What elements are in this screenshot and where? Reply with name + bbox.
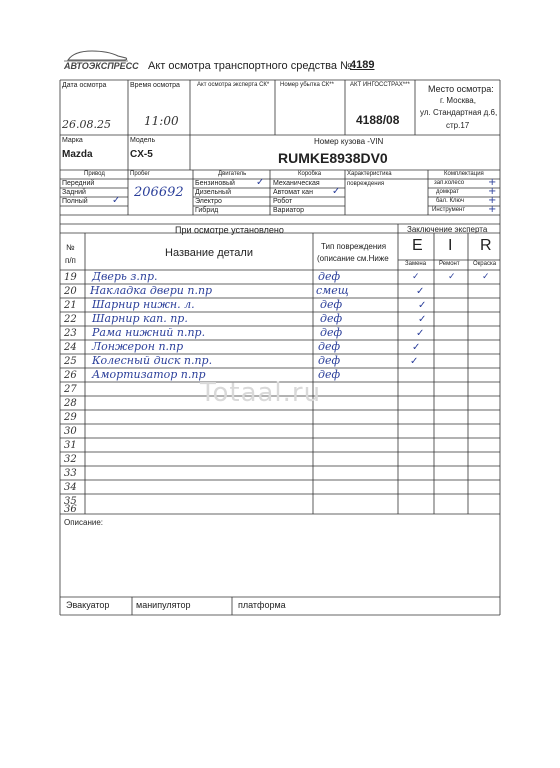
row-damage-type: деф xyxy=(318,354,341,367)
col-part-name: Название детали xyxy=(165,247,253,259)
brand-value: Mazda xyxy=(62,149,93,160)
conclusion-label: Заключение эксперта xyxy=(407,225,488,234)
damage-char-label-2: повреждения xyxy=(347,181,385,187)
col-i: I xyxy=(448,237,453,254)
place-value-building: стр.17 xyxy=(446,121,470,130)
header-check-e: ✓ xyxy=(412,272,420,282)
row-number: 29 xyxy=(64,412,77,423)
expert-act-label: Акт осмотра эксперта СК* xyxy=(197,82,270,88)
gearbox-auto-check: ✓ xyxy=(332,186,341,197)
equipment-spare-wheel: зап.колесо xyxy=(434,180,465,186)
row-number: 28 xyxy=(64,398,77,409)
act-number: 4189 xyxy=(350,59,375,71)
row-number: 36 xyxy=(64,504,77,515)
place-value-street: ул. Стандартная д.6, xyxy=(420,108,498,117)
col-e-sub: Замена xyxy=(405,261,427,267)
vin-label: Номер кузова -VIN xyxy=(314,137,384,146)
row-number: 19 xyxy=(64,272,77,283)
time-value: 11:00 xyxy=(144,114,179,128)
row-part-name: Шарнир нижн. л. xyxy=(92,298,195,311)
col-damage-type: Тип повреждения xyxy=(321,242,387,251)
gearbox-label: Коробка xyxy=(298,171,322,177)
equipment-wheel-key-check: + xyxy=(488,195,497,206)
col-r: R xyxy=(480,237,492,254)
document-title: Акт осмотра транспортного средства № xyxy=(148,60,352,72)
row-damage-type: смещ xyxy=(316,284,349,297)
established-label: При осмотре установлено xyxy=(175,225,284,235)
gearbox-manual: Механическая xyxy=(273,180,320,187)
drive-rear: Задний xyxy=(62,189,86,196)
company-logo xyxy=(62,48,139,74)
row-number: 32 xyxy=(64,454,77,465)
row-damage-type: деф xyxy=(318,340,341,353)
mileage-label: Пробег xyxy=(130,171,150,177)
equipment-jack: домкрат xyxy=(436,189,459,195)
row-number: 20 xyxy=(64,286,77,297)
damage-char-label-1: Характеристика xyxy=(347,171,392,177)
model-label: Модель xyxy=(130,137,156,144)
col-r-sub: Окраска xyxy=(473,261,497,267)
row-number: 34 xyxy=(64,482,77,493)
loss-number-label: Номер убытка СК** xyxy=(280,82,334,88)
gearbox-variator: Вариатор xyxy=(273,207,305,214)
replace-check: ✓ xyxy=(412,342,421,353)
row-damage-type: деф xyxy=(320,312,343,325)
header-check-r: ✓ xyxy=(482,272,490,282)
col-i-sub: Ремонт xyxy=(439,261,460,267)
watermark: Totaal.ru xyxy=(200,378,322,408)
row-number: 25 xyxy=(64,356,77,367)
row-number: 23 xyxy=(64,328,77,339)
equipment-tools: Инструмент xyxy=(432,207,466,213)
equipment-jack-check: + xyxy=(488,186,497,197)
evacuator-label: Эвакуатор xyxy=(66,600,110,610)
drive-front: Передний xyxy=(62,180,95,187)
time-label: Время осмотра xyxy=(130,82,180,89)
row-part-name: Дверь з.пр. xyxy=(92,270,158,283)
engine-petrol-check: ✓ xyxy=(256,177,265,188)
engine-electro: Электро xyxy=(195,198,222,205)
equipment-tools-check: + xyxy=(488,204,497,215)
row-number: 35 xyxy=(64,496,77,507)
row-number: 24 xyxy=(64,342,77,353)
mileage-value: 206692 xyxy=(134,185,184,200)
equipment-spare-wheel-check: + xyxy=(488,177,497,188)
logo-text: АВТОЭКСПРЕСС xyxy=(64,61,139,71)
ingos-act-label: АКТ ИНГОССТРАХ*** xyxy=(350,82,410,88)
header-check-i: ✓ xyxy=(448,272,456,282)
equipment-label: Комплектация xyxy=(444,171,484,177)
row-part-name: Накладка двери п.пр xyxy=(90,284,213,297)
replace-check: ✓ xyxy=(416,328,425,339)
row-part-name: Лонжерон п.пр xyxy=(92,340,184,353)
engine-hybrid: Гибрид xyxy=(195,207,219,214)
date-value: 26.08.25 xyxy=(62,118,111,131)
drive-full-check: ✓ xyxy=(112,195,121,206)
row-part-name: Колесный диск п.пр. xyxy=(92,354,213,367)
ingos-value: 4188/08 xyxy=(356,113,400,127)
row-damage-type: деф xyxy=(318,368,341,381)
row-part-name: Рама нижний п.пр. xyxy=(92,326,206,339)
place-label: Место осмотра: xyxy=(428,84,494,94)
row-number: 27 xyxy=(64,384,77,395)
row-part-name: Амортизатор п.пр xyxy=(92,368,206,381)
model-value: CX-5 xyxy=(130,149,153,160)
gearbox-auto: Автомат кан xyxy=(273,189,313,196)
car-logo-icon xyxy=(62,48,130,62)
replace-check: ✓ xyxy=(410,356,419,367)
row-number: 31 xyxy=(64,440,77,451)
col-e: E xyxy=(412,237,423,254)
row-damage-type: деф xyxy=(320,298,343,311)
drive-label: Привод xyxy=(84,171,105,177)
col-number-sub: п/п xyxy=(65,256,76,265)
engine-petrol: Бензиновый xyxy=(195,180,235,187)
replace-check: ✓ xyxy=(418,314,427,325)
gearbox-robot: Робот xyxy=(273,198,293,205)
drive-full: Полный xyxy=(62,198,88,205)
platform-label: платформа xyxy=(238,600,286,610)
row-damage-type: деф xyxy=(320,326,343,339)
col-damage-desc: (описание см.Ниже xyxy=(317,254,389,263)
row-number: 22 xyxy=(64,314,77,325)
place-value-city: г. Москва, xyxy=(440,96,476,105)
engine-diesel: Дизельный xyxy=(195,189,231,196)
row-damage-type: деф xyxy=(318,270,341,283)
row-number: 21 xyxy=(64,300,77,311)
row-number: 26 xyxy=(64,370,77,381)
vin-value: RUMKE8938DV0 xyxy=(278,150,388,166)
replace-check: ✓ xyxy=(418,300,427,311)
date-label: Дата осмотра xyxy=(62,82,107,89)
brand-label: Марка xyxy=(62,137,83,144)
row-number: 33 xyxy=(64,468,77,479)
description-label: Описание: xyxy=(64,518,104,527)
equipment-wheel-key: бал. Ключ xyxy=(436,198,464,204)
manipulator-label: манипулятор xyxy=(136,600,191,610)
row-number: 30 xyxy=(64,426,77,437)
engine-label: Двигатель xyxy=(218,171,247,177)
row-part-name: Шарнир кап. пр. xyxy=(92,312,188,325)
replace-check: ✓ xyxy=(416,286,425,297)
col-number-symbol: № xyxy=(66,243,75,252)
